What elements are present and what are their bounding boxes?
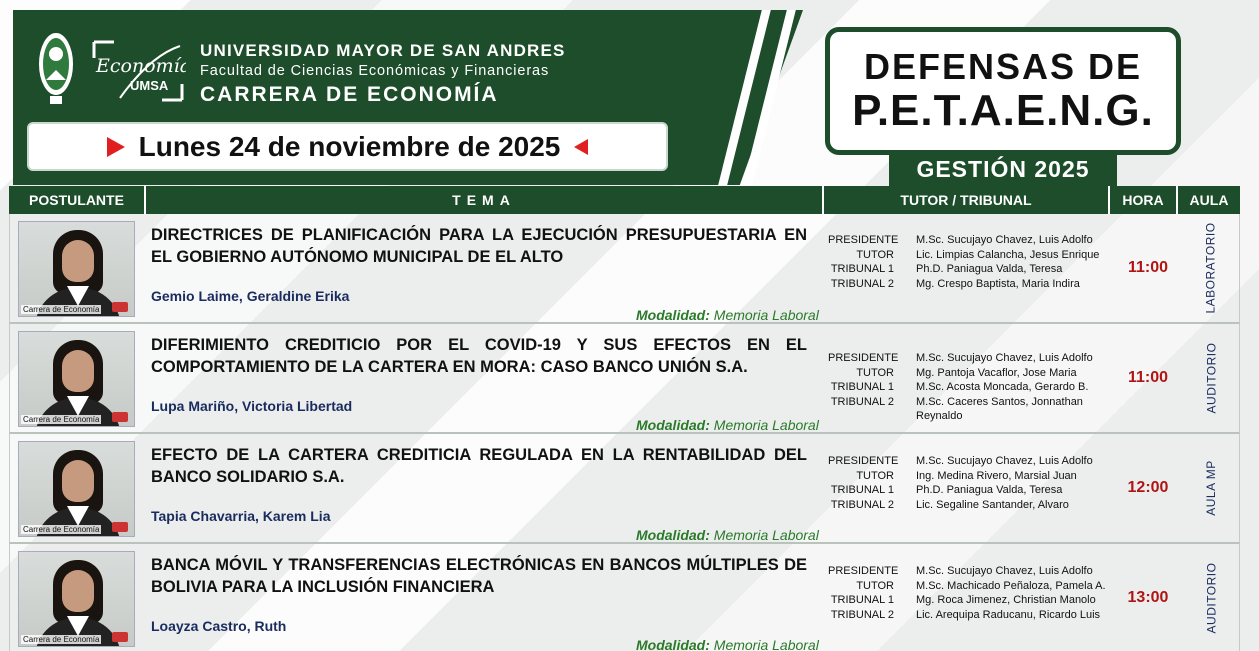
modality: Modalidad: Memoria Laboral: [636, 527, 819, 543]
photo-caption: Carrera de Economía: [23, 635, 100, 644]
triangle-right-icon: [107, 137, 125, 157]
defense-table-body: [9, 214, 1240, 651]
umsa-shield-logo: [36, 30, 76, 106]
career-name: CARRERA DE ECONOMÍA: [200, 83, 499, 106]
photo-badge-icon: [112, 522, 128, 532]
table-row: [9, 324, 1240, 434]
table-row: [9, 434, 1240, 544]
table-row: [9, 214, 1240, 324]
defense-room: AUDITORIO: [1204, 562, 1219, 634]
modality: Modalidad: Memoria Laboral: [636, 637, 819, 651]
candidate-photo: [18, 551, 135, 647]
candidate-name: Loayza Castro, Ruth: [151, 618, 287, 634]
thesis-topic: EFECTO DE LA CARTERA CREDITICIA REGULADA EN LA RENTABILIDAD DEL BANCO SOLIDARIO S.A.: [151, 446, 807, 486]
title-line-2: P.E.T.A.E.N.G.: [852, 86, 1154, 135]
column-header-aula: AULA: [1189, 192, 1229, 208]
photo-caption: Carrera de Economía: [23, 525, 100, 534]
photo-caption: Carrera de Economía: [23, 305, 100, 314]
candidate-name: Tapia Chavarria, Karem Lia: [151, 508, 331, 524]
economia-umsa-logo: [90, 38, 186, 104]
thesis-topic: BANCA MÓVIL Y TRANSFERENCIAS ELECTRÓNICAS EN BANCOS MÚLTIPLES DE BOLIVIA PARA LA INCLUSIÓN FINANCIERA: [151, 556, 807, 596]
candidate-photo: [18, 221, 135, 317]
modality: Modalidad: Memoria Laboral: [636, 307, 819, 323]
photo-badge-icon: [112, 302, 128, 312]
tribunal-list: PRESIDENTE M.Sc. Sucujayo Chavez, Luis Adolfo TUTOR M.Sc. Machicado Peñaloza, Pamela A. TRIBUNAL 1 Mg. Roca Jimenez, Christian Manolo TRIBUNAL 2 Lic. Arequipa Raducanu, Ricardo Luis: [828, 565, 1106, 621]
candidate-name: Lupa Mariño, Victoria Libertad: [151, 398, 353, 414]
photo-badge-icon: [112, 632, 128, 642]
tribunal-list: PRESIDENTE M.Sc. Sucujayo Chavez, Luis Adolfo TUTOR Mg. Pantoja Vacaflor, Jose Maria TRIBUNAL 1 M.Sc. Acosta Moncada, Gerardo B. TRIBUNAL 2 M.Sc. Caceres Santos, Jonnathan Reynaldo: [828, 352, 1093, 422]
candidate-photo: [18, 331, 135, 427]
candidate-name: Gemio Laime, Geraldine Erika: [151, 288, 350, 304]
logo-text-umsa: UMSA: [130, 78, 169, 93]
photo-badge-icon: [112, 412, 128, 422]
table-header: [9, 186, 1240, 214]
defense-time: 11:00: [1127, 369, 1169, 386]
candidate-photo: [18, 441, 135, 537]
triangle-left-icon: [574, 139, 588, 155]
university-name: UNIVERSIDAD MAYOR DE SAN ANDRES: [200, 41, 566, 60]
thesis-topic: DIRECTRICES DE PLANIFICACIÓN PARA LA EJECUCIÓN PRESUPUESTARIA EN EL GOBIERNO AUTÓNOMO MUNICIPAL DE EL ALTO: [151, 226, 807, 266]
defense-room: AULA MP: [1204, 460, 1218, 516]
gestion-badge: GESTIÓN 2025: [889, 152, 1117, 186]
defense-time: 11:00: [1127, 259, 1169, 276]
tribunal-list: PRESIDENTE M.Sc. Sucujayo Chavez, Luis Adolfo TUTOR Lic. Limpias Calancha, Jesus Enrique TRIBUNAL 1 Ph.D. Paniagua Valda, Teresa TRIBUNAL 2 Mg. Crespo Baptista, Maria Indira: [828, 234, 1100, 290]
defense-time: 13:00: [1127, 589, 1169, 606]
column-header-tribunal: TUTOR / TRIBUNAL: [824, 186, 1110, 214]
faculty-name: Facultad de Ciencias Económicas y Financieras: [200, 63, 550, 79]
date-banner: [27, 122, 668, 171]
defense-room: LABORATORIO: [1204, 222, 1219, 314]
defense-time: 12:00: [1127, 479, 1169, 496]
photo-caption: Carrera de Economía: [23, 415, 100, 424]
title-box: [825, 27, 1181, 155]
title-line-1: DEFENSAS DE: [863, 46, 1143, 87]
thesis-topic: DIFERIMIENTO CREDITICIO POR EL COVID-19 Y SUS EFECTOS EN EL COMPORTAMIENTO DE LA CARTERA EN MORA: CASO BANCO UNIÓN S.A.: [151, 336, 807, 376]
tribunal-list: PRESIDENTE M.Sc. Sucujayo Chavez, Luis Adolfo TUTOR Ing. Medina Rivero, Marsial Juan TRIBUNAL 1 Ph.D. Paniagua Valda, Teresa TRIBUNAL 2 Lic. Segaline Santander, Alvaro: [828, 455, 1093, 511]
table-row: [9, 544, 1240, 651]
defense-room: AUDITORIO: [1204, 342, 1219, 414]
event-date: Lunes 24 de noviembre de 2025: [138, 130, 561, 162]
column-header-tema: TEMA: [146, 186, 824, 214]
logo-text-economia: Economía: [96, 55, 186, 77]
column-header-hora: HORA: [1110, 186, 1178, 214]
modality: Modalidad: Memoria Laboral: [636, 417, 819, 433]
column-header-postulante: POSTULANTE: [9, 186, 146, 214]
